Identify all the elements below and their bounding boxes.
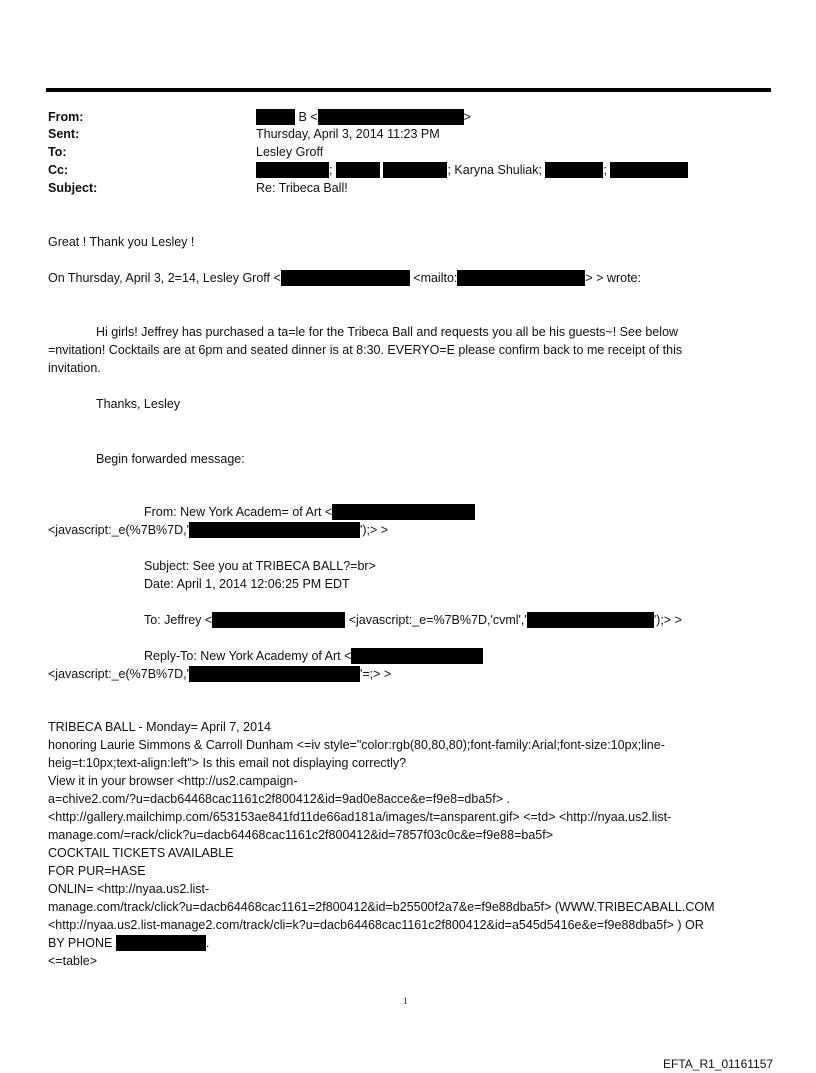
from-end: >: [463, 110, 471, 124]
redaction: [610, 162, 688, 178]
body-line: [48, 935, 209, 951]
body-line: Hi girls! Jeffrey has purchased a ta=le for the Tribeca Ball and requests you all be his guests~! See below: [96, 325, 679, 339]
sent-label: Sent:: [48, 127, 80, 141]
body-line: honoring Laurie Simmons & Carroll Dunham <=iv style="color:rgb(80,80,80);font-family:Arial;font-size:10px;line-: [48, 738, 665, 752]
subject-value: Re: Tribeca Ball!: [256, 181, 348, 195]
body-line: heig=t:10px;text-align:left"> Is this email not displaying correctly?: [48, 756, 407, 770]
redaction: [318, 109, 464, 125]
body-line: [144, 612, 682, 628]
body-line: Date: April 1, 2014 12:06:25 PM EDT: [144, 577, 350, 591]
body-line: Great ! Thank you Lesley !: [48, 235, 195, 249]
body-line: a=chive2.com/?u=dacb64468cac1161c2f800412&id=9ad0e8acce&e=f9e8=dba5f> .: [48, 792, 510, 806]
body-line: <=table>: [48, 954, 98, 968]
document-id: EFTA_R1_01161157: [663, 1057, 774, 1071]
cc-separator: ;: [603, 163, 607, 177]
cc-name: ; Karyna Shuliak;: [447, 163, 542, 177]
body-line: manage.com/=rack/click?u=dacb64468cac1161c2f800412&id=7857f03c0c&e=f9e88=ba5f>: [48, 828, 554, 842]
text: <javascript:_e(%7B%7D,': [48, 523, 189, 537]
page-number: 1: [403, 996, 408, 1006]
from-value: [256, 109, 471, 125]
redaction: [332, 504, 475, 520]
body-line: Thanks, Lesley: [96, 397, 181, 411]
body-line: [48, 270, 641, 286]
text: '=;> >: [360, 667, 392, 681]
cc-separator: ;: [329, 163, 333, 177]
redaction: [256, 109, 295, 125]
from-label: From:: [48, 110, 84, 124]
redaction: [256, 162, 329, 178]
cc-label: Cc:: [48, 163, 69, 177]
body-line: [144, 504, 475, 520]
text: Reply-To: New York Academy of Art <: [144, 649, 352, 663]
body-line: invitation.: [48, 361, 101, 375]
body-line: Begin forwarded message:: [96, 452, 245, 466]
to-value: Lesley Groff: [256, 145, 324, 159]
redaction: [189, 522, 360, 538]
redaction: [189, 666, 360, 682]
body-line: COCKTAIL TICKETS AVAILABLE: [48, 846, 234, 860]
text: From: New York Academ= of Art <: [144, 505, 333, 519]
redaction: [281, 270, 410, 286]
text: .: [205, 936, 210, 950]
redaction: [457, 270, 585, 286]
redaction: [383, 162, 447, 178]
body-line: Subject: See you at TRIBECA BALL?=br>: [144, 559, 376, 573]
redaction: [212, 612, 345, 628]
redaction: [545, 162, 603, 178]
redaction: [116, 935, 206, 951]
body-line: <http://gallery.mailchimp.com/653153ae841fd11de66ad181a/images/t=ansparent.gif> <=td> <http://nyaa.us2.list-: [48, 810, 672, 824]
body-line: View it in your browser <http://us2.campaign-: [48, 774, 298, 788]
cc-value: [256, 162, 688, 178]
text: <javascript:_e=%7B%7D,'cvml',': [348, 613, 527, 627]
text: <javascript:_e(%7B%7D,': [48, 667, 189, 681]
text: ');> >: [653, 613, 682, 627]
redaction: [336, 162, 380, 178]
body-line: [144, 648, 483, 664]
redaction: [527, 612, 654, 628]
body-line: manage.com/track/click?u=dacb64468cac1161=2f800412&id=b25500f2a7&e=f9e88dba5f> (WWW.TRIBECABALL.COM: [48, 900, 715, 914]
text: BY PHONE: [48, 936, 113, 950]
body-line: [48, 666, 391, 682]
body-line: [48, 522, 388, 538]
subject-label: Subject:: [48, 181, 98, 195]
body-line: ONLIN= <http://nyaa.us2.list-: [48, 882, 210, 896]
text: To: Jeffrey <: [144, 613, 213, 627]
redaction: [351, 648, 483, 664]
text: > > wrote:: [585, 271, 641, 285]
text: On Thursday, April 3, 2=14, Lesley Groff <: [48, 271, 281, 285]
from-name: B <: [298, 110, 318, 124]
body-line: TRIBECA BALL - Monday= April 7, 2014: [48, 720, 271, 734]
body-line: FOR PUR=HASE: [48, 864, 146, 878]
body-line: <http://nyaa.us2.list-manage2.com/track/cli=k?u=dacb64468cac1161c2f800412&id=a545d5416e&e=f9e88dba5f> ) OR: [48, 918, 704, 932]
text: <mailto:: [413, 271, 458, 285]
text: ');> >: [360, 523, 389, 537]
to-label: To:: [48, 145, 67, 159]
header-rule: [46, 88, 771, 92]
sent-value: Thursday, April 3, 2014 11:23 PM: [256, 127, 440, 141]
body-line: =nvitation! Cocktails are at 6pm and seated dinner is at 8:30. EVERYO=E please confirm back to me receipt of this: [48, 343, 683, 357]
